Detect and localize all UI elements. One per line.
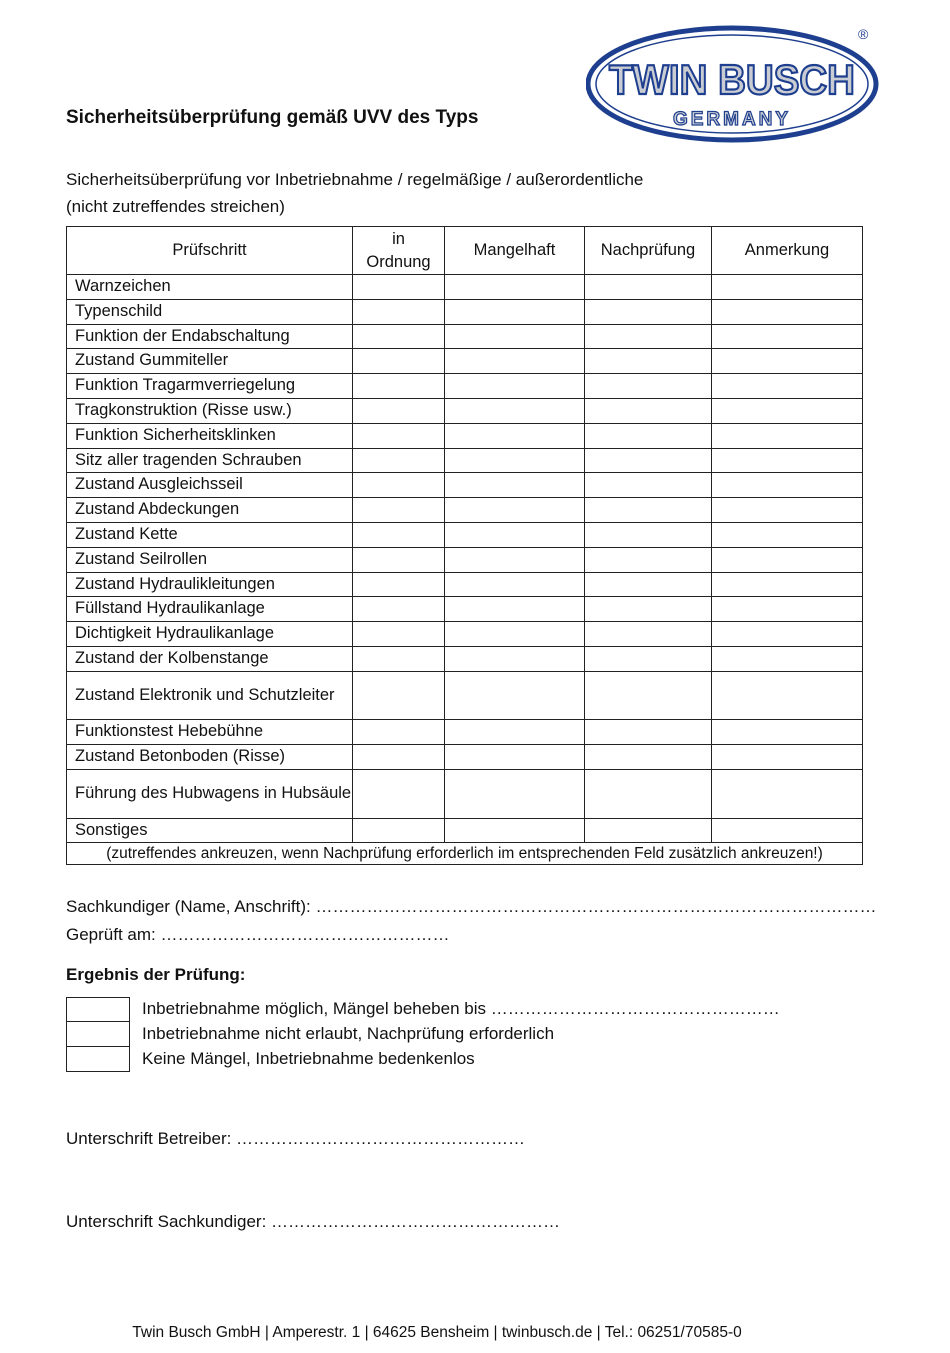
recheck-cell[interactable]: [585, 423, 712, 448]
header-recheck: Nachprüfung: [585, 227, 712, 275]
table-note-row: [67, 843, 863, 865]
defect-cell[interactable]: [445, 818, 585, 843]
defect-cell[interactable]: [445, 522, 585, 547]
check-step-label: Typenschild: [67, 299, 353, 324]
table-row: [67, 374, 863, 399]
table-row: [67, 745, 863, 770]
remark-cell[interactable]: [712, 374, 863, 399]
table-row: [67, 671, 863, 720]
result-checkbox[interactable]: [66, 1022, 130, 1047]
table-row: [67, 547, 863, 572]
remark-cell[interactable]: [712, 349, 863, 374]
ok-cell[interactable]: [353, 398, 445, 423]
recheck-cell[interactable]: [585, 398, 712, 423]
defect-cell[interactable]: [445, 324, 585, 349]
recheck-cell[interactable]: [585, 374, 712, 399]
ok-cell[interactable]: [353, 745, 445, 770]
defect-cell[interactable]: [445, 671, 585, 720]
date-field[interactable]: Geprüft am: ……………………………………………: [66, 925, 450, 944]
defect-cell[interactable]: [445, 547, 585, 572]
defect-cell[interactable]: [445, 597, 585, 622]
header-ok-line2: Ordnung: [366, 252, 431, 271]
recheck-cell[interactable]: [585, 473, 712, 498]
svg-text:GERMANY: GERMANY: [672, 109, 792, 130]
check-step-label: Zustand der Kolbenstange: [67, 646, 353, 671]
result-checkbox[interactable]: [66, 1047, 130, 1072]
recheck-cell[interactable]: [585, 720, 712, 745]
recheck-cell[interactable]: [585, 275, 712, 300]
recheck-cell[interactable]: [585, 522, 712, 547]
check-step-label: Funktion Sicherheitsklinken: [67, 423, 353, 448]
remark-cell[interactable]: [712, 597, 863, 622]
result-option-label: Inbetriebnahme nicht erlaubt, Nachprüfung erforderlich: [142, 1024, 555, 1043]
page-title: Sicherheitsüberprüfung gemäß UVV des Typs: [66, 107, 479, 128]
ok-cell[interactable]: [353, 324, 445, 349]
check-step-label: Warnzeichen: [67, 275, 353, 300]
result-title: Ergebnis der Prüfung:: [66, 965, 246, 984]
check-step-label: Zustand Hydraulikleitungen: [67, 572, 353, 597]
recheck-cell[interactable]: [585, 646, 712, 671]
table-row: [67, 324, 863, 349]
check-step-label: Tragkonstruktion (Risse usw.): [67, 398, 353, 423]
check-step-label: Zustand Gummiteller: [67, 349, 353, 374]
remark-cell[interactable]: [712, 398, 863, 423]
remark-cell[interactable]: [712, 646, 863, 671]
recheck-cell[interactable]: [585, 622, 712, 647]
header-remark: Anmerkung: [712, 227, 863, 275]
remark-cell[interactable]: [712, 423, 863, 448]
table-note: (zutreffendes ankreuzen, wenn Nachprüfung erforderlich im entsprechenden Feld zusätzlich ankreuzen!): [67, 843, 863, 865]
recheck-cell[interactable]: [585, 324, 712, 349]
ok-cell[interactable]: [353, 473, 445, 498]
ok-cell[interactable]: [353, 349, 445, 374]
header-ok: [353, 227, 445, 275]
table-row: [67, 572, 863, 597]
footer: Twin Busch GmbH | Amperestr. 1 | 64625 Bensheim | twinbusch.de | Tel.: 06251/70585-0: [132, 1324, 742, 1341]
remark-cell[interactable]: [712, 720, 863, 745]
ok-cell[interactable]: [353, 572, 445, 597]
table-row: [67, 299, 863, 324]
remark-cell[interactable]: [712, 473, 863, 498]
check-step-label: Zustand Seilrollen: [67, 547, 353, 572]
recheck-cell[interactable]: [585, 572, 712, 597]
recheck-cell[interactable]: [585, 745, 712, 770]
header-step: Prüfschritt: [67, 227, 353, 275]
recheck-cell[interactable]: [585, 818, 712, 843]
ok-cell[interactable]: [353, 622, 445, 647]
remark-cell[interactable]: [712, 818, 863, 843]
ok-cell[interactable]: [353, 671, 445, 720]
table-row: [67, 818, 863, 843]
twin-busch-logo: [586, 22, 886, 144]
inspector-fields: [66, 893, 876, 949]
defect-cell[interactable]: [445, 473, 585, 498]
header-ok-line1: in: [392, 229, 405, 248]
defect-cell[interactable]: [445, 720, 585, 745]
ok-cell[interactable]: [353, 769, 445, 818]
remark-cell[interactable]: [712, 522, 863, 547]
result-checkbox[interactable]: [66, 997, 130, 1022]
defect-cell[interactable]: [445, 646, 585, 671]
svg-text:®: ®: [858, 26, 869, 42]
defect-cell[interactable]: [445, 299, 585, 324]
remark-cell[interactable]: [712, 275, 863, 300]
defect-cell[interactable]: [445, 745, 585, 770]
table-row: [67, 769, 863, 818]
table-row: [67, 522, 863, 547]
defect-cell[interactable]: [445, 398, 585, 423]
remark-cell[interactable]: [712, 572, 863, 597]
inspection-type-hint: (nicht zutreffendes streichen): [66, 197, 285, 216]
inspection-table: [66, 226, 863, 865]
recheck-cell[interactable]: [585, 349, 712, 374]
remark-cell[interactable]: [712, 448, 863, 473]
remark-cell[interactable]: [712, 498, 863, 523]
recheck-cell[interactable]: [585, 299, 712, 324]
operator-signature[interactable]: Unterschrift Betreiber: ……………………………………………: [66, 1129, 526, 1148]
ok-cell[interactable]: [353, 374, 445, 399]
expert-field[interactable]: Sachkundiger (Name, Anschrift): ………………………………………………………………………………………: [66, 897, 877, 916]
table-row: [67, 423, 863, 448]
check-step-label: Funktion der Endabschaltung: [67, 324, 353, 349]
recheck-cell[interactable]: [585, 671, 712, 720]
check-step-label: Führung des Hubwagens in Hubsäule: [67, 769, 353, 818]
defect-cell[interactable]: [445, 275, 585, 300]
remark-cell[interactable]: [712, 745, 863, 770]
defect-cell[interactable]: [445, 423, 585, 448]
ok-cell[interactable]: [353, 498, 445, 523]
defect-cell[interactable]: [445, 622, 585, 647]
check-step-label: Zustand Kette: [67, 522, 353, 547]
ok-cell[interactable]: [353, 275, 445, 300]
recheck-cell[interactable]: [585, 498, 712, 523]
svg-text:TWIN BUSCH: TWIN BUSCH: [609, 56, 855, 103]
remark-cell[interactable]: [712, 299, 863, 324]
remark-cell[interactable]: [712, 671, 863, 720]
table-row: [67, 646, 863, 671]
check-step-label: Zustand Elektronik und Schutzleiter: [67, 671, 353, 720]
check-step-label: Zustand Betonboden (Risse): [67, 745, 353, 770]
check-step-label: Füllstand Hydraulikanlage: [67, 597, 353, 622]
table-row: [67, 275, 863, 300]
ok-cell[interactable]: [353, 423, 445, 448]
defect-cell[interactable]: [445, 572, 585, 597]
defect-cell[interactable]: [445, 374, 585, 399]
ok-cell[interactable]: [353, 818, 445, 843]
remark-cell[interactable]: [712, 769, 863, 818]
remark-cell[interactable]: [712, 324, 863, 349]
header-defect: Mangelhaft: [445, 227, 585, 275]
ok-cell[interactable]: [353, 448, 445, 473]
table-row: [67, 597, 863, 622]
table-row: [67, 473, 863, 498]
recheck-cell[interactable]: [585, 769, 712, 818]
ok-cell[interactable]: [353, 597, 445, 622]
result-option-label: Inbetriebnahme möglich, Mängel beheben bis ……………………………………………: [142, 999, 780, 1018]
table-row: [67, 398, 863, 423]
check-step-label: Funktionstest Hebebühne: [67, 720, 353, 745]
ok-cell[interactable]: [353, 522, 445, 547]
table-row: [67, 622, 863, 647]
defect-cell[interactable]: [445, 448, 585, 473]
defect-cell[interactable]: [445, 769, 585, 818]
inspection-type-line: Sicherheitsüberprüfung vor Inbetriebnahme / regelmäßige / außerordentliche: [66, 170, 644, 189]
check-step-label: Zustand Abdeckungen: [67, 498, 353, 523]
table-row: [67, 720, 863, 745]
table-row: [67, 498, 863, 523]
expert-signature[interactable]: Unterschrift Sachkundiger: ……………………………………………: [66, 1212, 561, 1231]
recheck-cell[interactable]: [585, 448, 712, 473]
ok-cell[interactable]: [353, 547, 445, 572]
ok-cell[interactable]: [353, 299, 445, 324]
defect-cell[interactable]: [445, 349, 585, 374]
ok-cell[interactable]: [353, 720, 445, 745]
check-step-label: Dichtigkeit Hydraulikanlage: [67, 622, 353, 647]
recheck-cell[interactable]: [585, 597, 712, 622]
inspection-type: [66, 166, 643, 220]
check-step-label: Sitz aller tragenden Schrauben: [67, 448, 353, 473]
result-option-label: Keine Mängel, Inbetriebnahme bedenkenlos: [142, 1049, 475, 1068]
remark-cell[interactable]: [712, 622, 863, 647]
recheck-cell[interactable]: [585, 547, 712, 572]
check-step-label: Funktion Tragarmverriegelung: [67, 374, 353, 399]
table-row: [67, 448, 863, 473]
remark-cell[interactable]: [712, 547, 863, 572]
defect-cell[interactable]: [445, 498, 585, 523]
check-step-label: Sonstiges: [67, 818, 353, 843]
check-step-label: Zustand Ausgleichsseil: [67, 473, 353, 498]
ok-cell[interactable]: [353, 646, 445, 671]
table-header-row: [67, 227, 863, 275]
table-row: [67, 349, 863, 374]
